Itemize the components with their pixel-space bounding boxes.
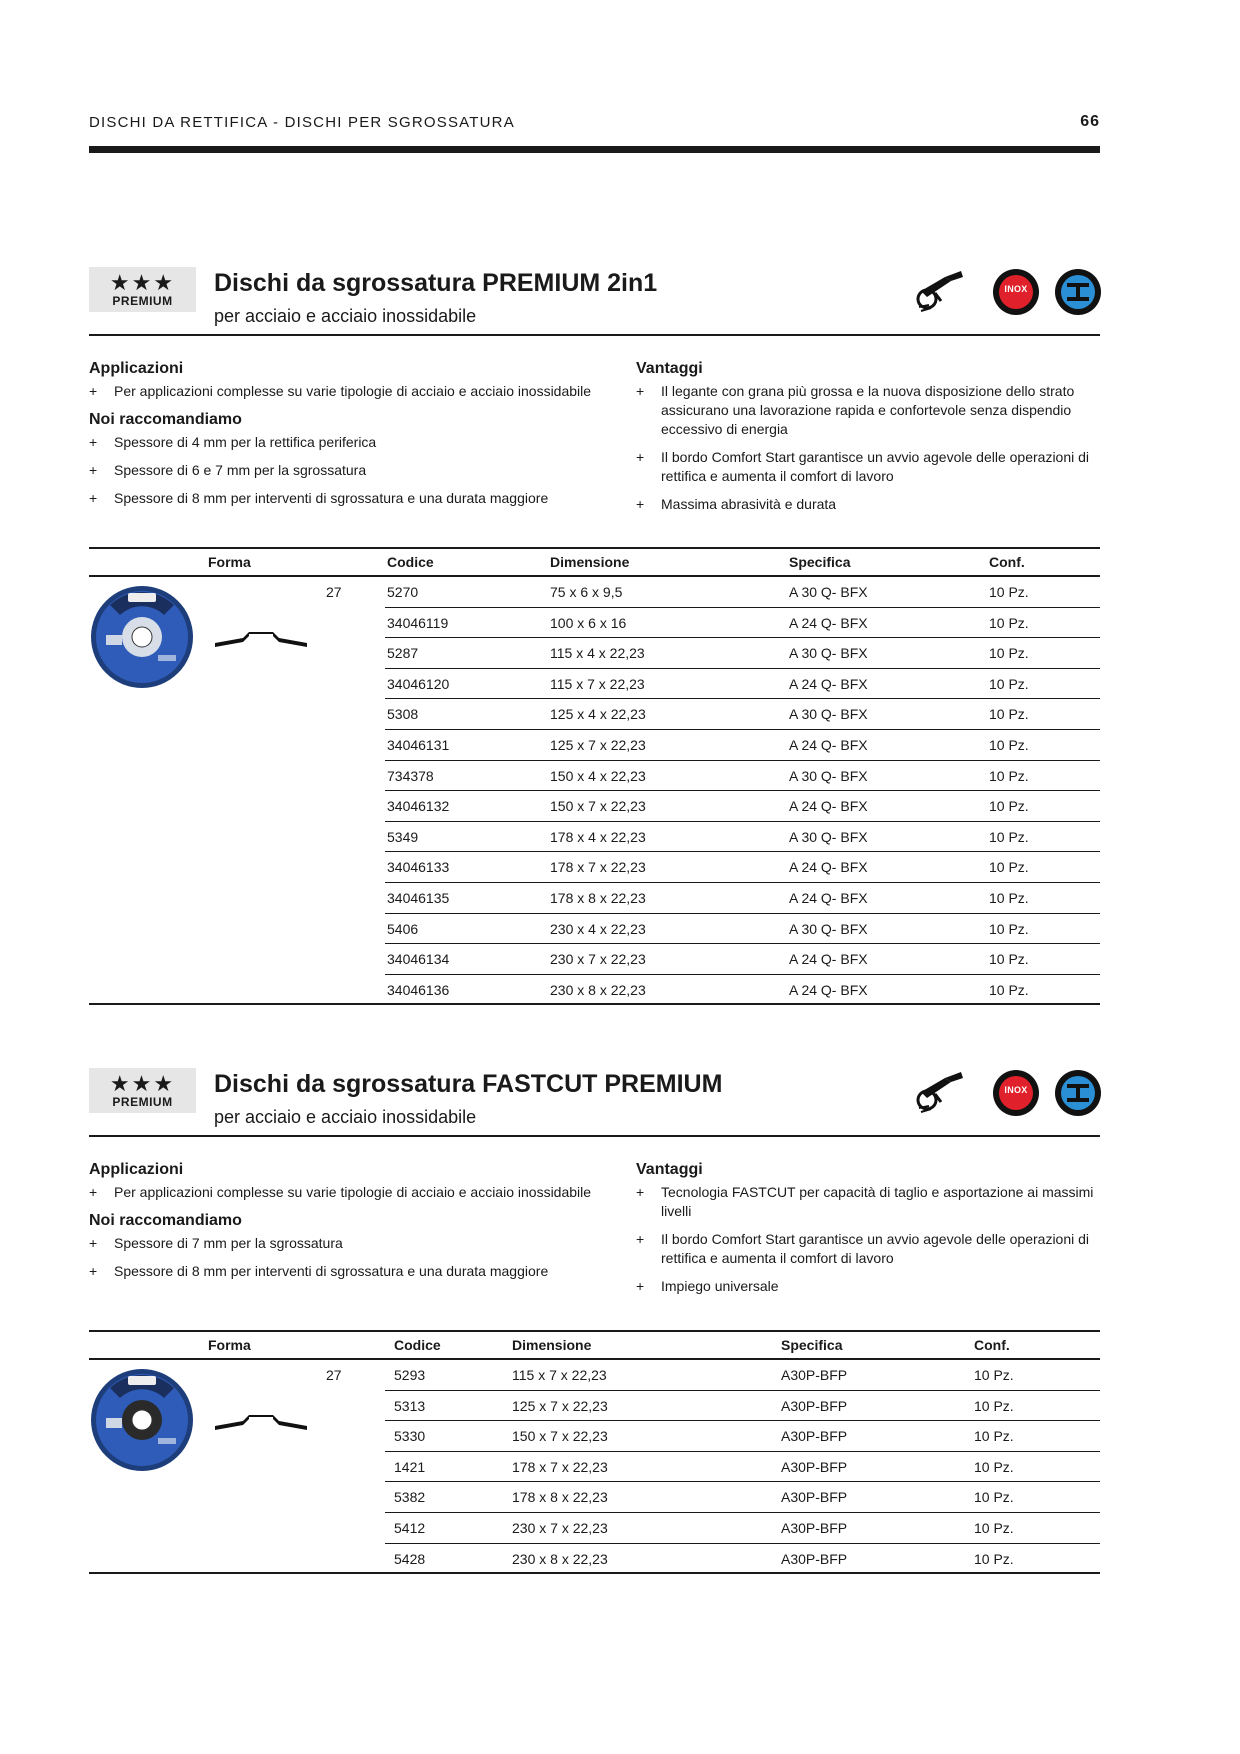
cell-conf: 10 Pz.: [974, 1397, 1014, 1414]
cell-specifica: A 24 Q- BFX: [789, 675, 868, 692]
applicazioni-list: [89, 1183, 629, 1202]
cell-codice: 5406: [387, 920, 419, 937]
col-header-conf: Conf.: [974, 1337, 1010, 1353]
cell-codice: 5428: [394, 1550, 426, 1567]
col-header-forma: Forma: [208, 1337, 251, 1353]
cell-conf: 10 Pz.: [989, 920, 1029, 937]
raccomandiamo-heading: Noi raccomandiamo: [89, 1212, 242, 1229]
cell-dimensione: 125 x 7 x 22,23: [550, 736, 646, 753]
vantaggi-list: [636, 1183, 1100, 1296]
page-header-title: DISCHI DA RETTIFICA - DISCHI PER SGROSSATURA: [89, 114, 515, 131]
cell-codice: 5349: [387, 828, 419, 845]
cell-codice: 5313: [394, 1397, 426, 1414]
cell-codice: 734378: [387, 767, 434, 784]
table-row: [385, 883, 1100, 914]
cell-specifica: A30P-BFP: [781, 1397, 848, 1414]
cell-conf: 10 Pz.: [974, 1489, 1014, 1506]
premium-badge: [89, 1068, 196, 1113]
left-column: [89, 1161, 629, 1291]
cell-codice: 34046135: [387, 889, 450, 906]
cell-dimensione: 125 x 7 x 22,23: [512, 1397, 608, 1414]
list-item: + Tecnologia FASTCUT per capacità di taglio e asportazione ai massimi livelli: [636, 1183, 1100, 1221]
inox-label: INOX: [1004, 284, 1028, 294]
section-rule: [89, 1135, 1100, 1137]
col-header-conf: Conf.: [989, 554, 1025, 570]
table-row: [385, 1360, 1100, 1391]
cell-conf: 10 Pz.: [989, 645, 1029, 662]
table-row: [385, 914, 1100, 945]
cell-conf: 10 Pz.: [989, 736, 1029, 753]
cell-dimensione: 115 x 4 x 22,23: [550, 645, 645, 662]
cell-specifica: A 24 Q- BFX: [789, 859, 868, 876]
product-table: [89, 1330, 1100, 1574]
col-header-codice: Codice: [387, 554, 434, 570]
cell-codice: 34046136: [387, 981, 450, 998]
col-header-dimensione: Dimensione: [550, 554, 630, 570]
table-row: [385, 1452, 1100, 1483]
raccomandiamo-list: [89, 1234, 629, 1281]
cell-codice: 5330: [394, 1428, 426, 1445]
product-subtitle: per acciaio e acciaio inossidabile: [214, 1107, 477, 1127]
list-item: + Impiego universale: [636, 1277, 1100, 1296]
inox-icon: [993, 1070, 1039, 1116]
cell-codice: 1421: [394, 1458, 426, 1475]
table-row: [385, 1544, 1100, 1575]
cell-codice: 34046133: [387, 859, 450, 876]
product-title: Dischi da sgrossatura FASTCUT PREMIUM: [214, 1070, 723, 1098]
cell-conf: 10 Pz.: [989, 584, 1029, 600]
list-item: + Per applicazioni complesse su varie tipologie di acciaio e acciaio inossidabile: [89, 382, 629, 401]
product-title: Dischi da sgrossatura PREMIUM 2in1: [214, 269, 658, 297]
cell-specifica: A30P-BFP: [781, 1367, 848, 1383]
cell-dimensione: 115 x 7 x 22,23: [512, 1367, 607, 1383]
cell-dimensione: 75 x 6 x 9,5: [550, 584, 623, 600]
list-item: + Spessore di 8 mm per interventi di sgrossatura e una durata maggiore: [89, 489, 629, 508]
cell-dimensione: 100 x 6 x 16: [550, 614, 627, 631]
cell-specifica: A 24 Q- BFX: [789, 736, 868, 753]
list-item: + Per applicazioni complesse su varie tipologie di acciaio e acciaio inossidabile: [89, 1183, 629, 1202]
badge-label: PREMIUM: [112, 294, 173, 308]
table-row: [385, 638, 1100, 669]
cell-specifica: A 30 Q- BFX: [789, 920, 868, 937]
cell-dimensione: 230 x 7 x 22,23: [550, 951, 646, 968]
cell-specifica: A30P-BFP: [781, 1458, 848, 1475]
header-rule: [89, 146, 1100, 153]
table-row: [385, 699, 1100, 730]
disc-profile-icon: [215, 1412, 307, 1434]
table-row: [385, 1513, 1100, 1544]
cell-conf: 10 Pz.: [989, 798, 1029, 815]
list-item: + Il legante con grana più grossa e la nuova disposizione dello strato assicurano una lavorazione rapida e confortevole senza dispendio eccessivo di energia: [636, 382, 1100, 439]
cell-specifica: A30P-BFP: [781, 1550, 848, 1567]
table-row: [385, 944, 1100, 975]
inox-icon: [993, 269, 1039, 315]
list-item: + Spessore di 6 e 7 mm per la sgrossatura: [89, 461, 629, 480]
premium-badge: [89, 267, 196, 312]
cell-specifica: A 30 Q- BFX: [789, 584, 868, 600]
steel-icon: [1055, 269, 1101, 315]
cell-codice: 5382: [394, 1489, 426, 1506]
table-header: [89, 1330, 1100, 1360]
table-bottom-rule: [89, 1003, 385, 1005]
cell-dimensione: 230 x 4 x 22,23: [550, 920, 646, 937]
cell-codice: 34046131: [387, 736, 450, 753]
cell-conf: 10 Pz.: [974, 1458, 1014, 1475]
col-header-specifica: Specifica: [789, 554, 851, 570]
section-rule: [89, 334, 1100, 336]
cell-conf: 10 Pz.: [974, 1550, 1014, 1567]
applicazioni-list: [89, 382, 629, 401]
cell-specifica: A 24 Q- BFX: [789, 798, 868, 815]
table-row: [385, 1482, 1100, 1513]
cell-conf: 10 Pz.: [974, 1428, 1014, 1445]
cell-specifica: A 24 Q- BFX: [789, 951, 868, 968]
cell-codice: 34046134: [387, 951, 450, 968]
table-body: [89, 577, 1100, 1005]
cell-dimensione: 230 x 8 x 22,23: [550, 981, 646, 998]
list-item: + Il bordo Comfort Start garantisce un avvio agevole delle operazioni di rettifica e aumenta il comfort di lavoro: [636, 1230, 1100, 1268]
table-row: [385, 791, 1100, 822]
cell-codice: 34046120: [387, 675, 450, 692]
applicazioni-heading: Applicazioni: [89, 1161, 184, 1178]
applicazioni-heading: Applicazioni: [89, 360, 184, 377]
cell-conf: 10 Pz.: [989, 951, 1029, 968]
list-item: + Spessore di 8 mm per interventi di sgrossatura e una durata maggiore: [89, 1262, 629, 1281]
raccomandiamo-heading: Noi raccomandiamo: [89, 411, 242, 428]
forma-number: 27: [326, 584, 342, 600]
raccomandiamo-list: [89, 433, 629, 508]
cell-conf: 10 Pz.: [989, 767, 1029, 784]
cell-dimensione: 115 x 7 x 22,23: [550, 675, 645, 692]
cell-specifica: A30P-BFP: [781, 1428, 848, 1445]
page-number: 66: [1080, 113, 1100, 130]
steel-icon: [1055, 1070, 1101, 1116]
cell-dimensione: 230 x 7 x 22,23: [512, 1519, 608, 1536]
vantaggi-heading: Vantaggi: [636, 1161, 703, 1178]
table-header: [89, 547, 1100, 577]
cell-conf: 10 Pz.: [989, 981, 1029, 998]
table-row: [385, 1421, 1100, 1452]
angle-grinder-icon: [915, 271, 963, 313]
table-row: [385, 669, 1100, 700]
table-row: [385, 608, 1100, 639]
table-row: [385, 577, 1100, 608]
product-subtitle: per acciaio e acciaio inossidabile: [214, 306, 477, 326]
cell-dimensione: 178 x 4 x 22,23: [550, 828, 646, 845]
col-header-dimensione: Dimensione: [512, 1337, 592, 1353]
cell-specifica: A 24 Q- BFX: [789, 614, 868, 631]
inox-label: INOX: [1004, 1085, 1028, 1095]
table-row: [385, 761, 1100, 792]
table-body: [89, 1360, 1100, 1574]
cell-specifica: A 30 Q- BFX: [789, 828, 868, 845]
cell-conf: 10 Pz.: [989, 889, 1029, 906]
stars-icon: ★★★: [109, 1071, 176, 1096]
page-header: [89, 112, 1100, 156]
cell-dimensione: 178 x 8 x 22,23: [512, 1489, 608, 1506]
cell-specifica: A 30 Q- BFX: [789, 706, 868, 723]
cell-codice: 5308: [387, 706, 419, 723]
application-icons: [915, 265, 1100, 321]
application-icons: [915, 1066, 1100, 1122]
forma-number: 27: [326, 1367, 342, 1383]
cell-codice: 34046119: [387, 614, 449, 631]
right-column: [636, 1161, 1100, 1306]
right-column: [636, 360, 1100, 524]
cell-specifica: A 24 Q- BFX: [789, 889, 868, 906]
cell-specifica: A30P-BFP: [781, 1519, 848, 1536]
steel-beam-icon: [1065, 280, 1091, 304]
table-bottom-rule: [89, 1572, 385, 1574]
angle-grinder-icon: [915, 1072, 963, 1114]
cell-specifica: A30P-BFP: [781, 1489, 848, 1506]
cell-codice: 5412: [394, 1519, 426, 1536]
cell-codice: 5287: [387, 645, 419, 662]
cell-conf: 10 Pz.: [989, 828, 1029, 845]
cell-dimensione: 178 x 7 x 22,23: [550, 859, 646, 876]
cell-dimensione: 230 x 8 x 22,23: [512, 1550, 608, 1567]
table-row: [385, 852, 1100, 883]
cell-dimensione: 178 x 7 x 22,23: [512, 1458, 608, 1475]
col-header-codice: Codice: [394, 1337, 441, 1353]
list-item: + Spessore di 7 mm per la sgrossatura: [89, 1234, 629, 1253]
disc-image: [90, 1368, 194, 1472]
cell-codice: 5270: [387, 584, 419, 600]
vantaggi-heading: Vantaggi: [636, 360, 703, 377]
cell-conf: 10 Pz.: [989, 859, 1029, 876]
col-header-forma: Forma: [208, 554, 251, 570]
table-row: [385, 822, 1100, 853]
vantaggi-list: [636, 382, 1100, 514]
cell-specifica: A 30 Q- BFX: [789, 767, 868, 784]
cell-dimensione: 178 x 8 x 22,23: [550, 889, 646, 906]
cell-conf: 10 Pz.: [974, 1519, 1014, 1536]
col-header-specifica: Specifica: [781, 1337, 843, 1353]
disc-image: [90, 585, 194, 689]
table-row: [385, 1391, 1100, 1422]
left-column: [89, 360, 629, 518]
table-row: [385, 975, 1100, 1006]
cell-specifica: A 30 Q- BFX: [789, 645, 868, 662]
cell-dimensione: 150 x 4 x 22,23: [550, 767, 646, 784]
cell-dimensione: 150 x 7 x 22,23: [512, 1428, 608, 1445]
table-rows: [89, 1360, 1100, 1574]
cell-codice: 5293: [394, 1367, 426, 1383]
list-item: + Massima abrasività e durata: [636, 495, 1100, 514]
cell-conf: 10 Pz.: [974, 1367, 1014, 1383]
steel-beam-icon: [1065, 1081, 1091, 1105]
cell-dimensione: 150 x 7 x 22,23: [550, 798, 646, 815]
disc-profile-icon: [215, 629, 307, 651]
cell-codice: 34046132: [387, 798, 450, 815]
list-item: + Spessore di 4 mm per la rettifica periferica: [89, 433, 629, 452]
list-item: + Il bordo Comfort Start garantisce un avvio agevole delle operazioni di rettifica e aumenta il comfort di lavoro: [636, 448, 1100, 486]
cell-specifica: A 24 Q- BFX: [789, 981, 868, 998]
cell-conf: 10 Pz.: [989, 706, 1029, 723]
cell-dimensione: 125 x 4 x 22,23: [550, 706, 646, 723]
product-table: [89, 547, 1100, 1005]
stars-icon: ★★★: [109, 270, 176, 295]
cell-conf: 10 Pz.: [989, 614, 1029, 631]
cell-conf: 10 Pz.: [989, 675, 1029, 692]
badge-label: PREMIUM: [112, 1095, 173, 1109]
table-row: [385, 730, 1100, 761]
